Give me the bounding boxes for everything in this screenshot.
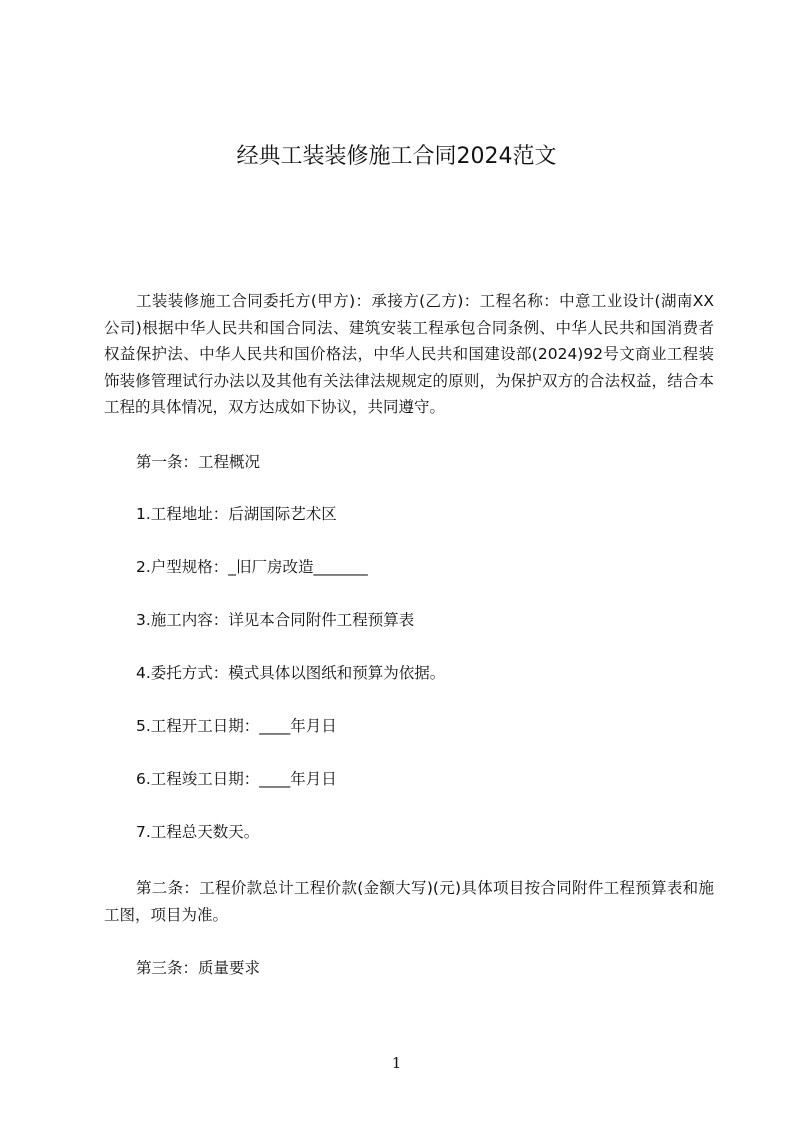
article-3-heading: 第三条：质量要求 — [136, 959, 261, 977]
article-1-heading: 第一条：工程概况 — [136, 453, 261, 471]
list-item: 5.工程开工日期：____年月日 — [136, 717, 337, 735]
document-title: 经典工装装修施工合同2024范文 — [236, 144, 557, 169]
list-item: 6.工程竣工日期：____年月日 — [136, 770, 337, 788]
list-item: 1.工程地址：后湖国际艺术区 — [136, 505, 337, 523]
list-item: 4.委托方式：模式具体以图纸和预算为依据。 — [136, 664, 446, 682]
article-2-paragraph: 第二条：工程价款总计工程价款(金额大写)(元)具体项目按合同附件工程预算表和施工图，项目为准。 — [104, 879, 714, 924]
list-item: 2.户型规格：_旧厂房改造_______ — [136, 558, 368, 576]
page-number: 1 — [391, 1054, 402, 1072]
intro-paragraph: 工装装修施工合同委托方(甲方)：承接方(乙方)：工程名称：中意工业设计(湖南XX公司)根据中华人民共和国合同法、建筑安装工程承包合同条例、中华人民共和国消费者权益保护法、中华人民共和国价格法，中华人民共和国建设部(2024)92号文商业工程装饰装修管理试行办法以及其他有关法律法规规定的原则，为保护双方的合法权益，结合本工程的具体情况，双方达成如下协议，共同遵守。 — [104, 292, 714, 416]
list-item: 3.施工内容：详见本合同附件工程预算表 — [136, 611, 415, 629]
list-item: 7.工程总天数天。 — [136, 823, 260, 841]
